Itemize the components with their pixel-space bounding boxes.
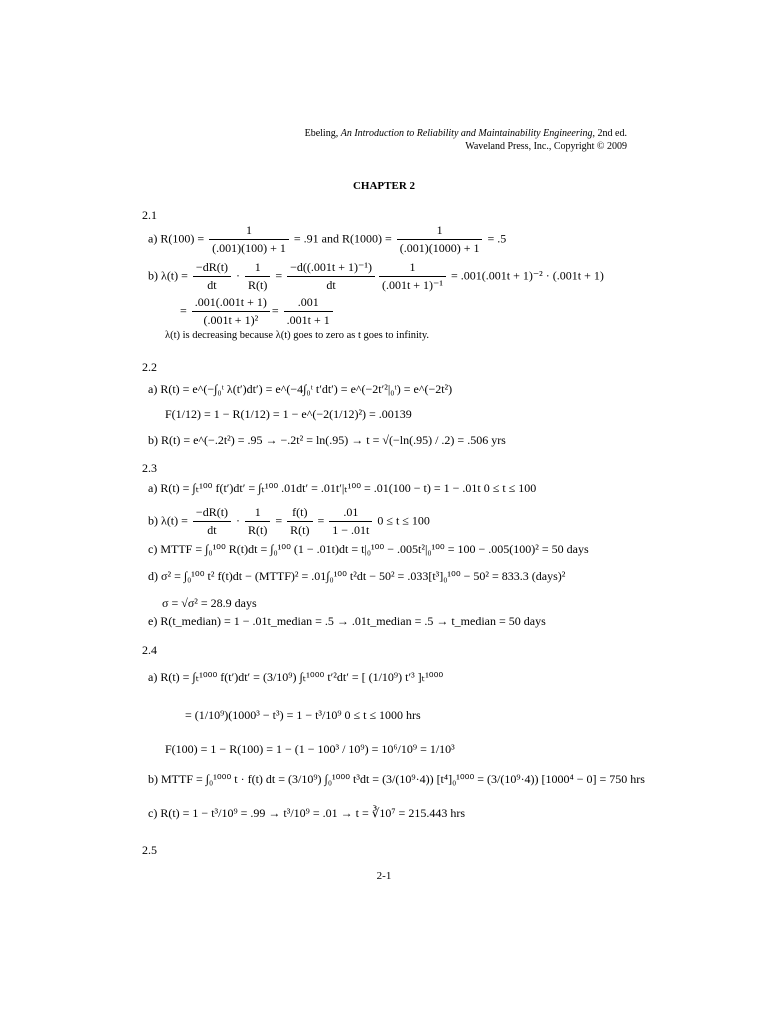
citation-line — [305, 127, 627, 140]
problem-2-5-label: 2.5 — [142, 843, 157, 857]
problem-2-4-label: 2.4 — [142, 643, 157, 657]
problem-2-1-b: b) λ(t) = $\frac{-dR(t)}{dt}$ · $\frac{1}{R(t)}$ = $\frac{\text{−d((.001t + 1)⁻¹)}}{dt}$ $\frac{1}{\text{(.001t + 1)⁻¹}}$ = .001(.001t + 1)⁻² · (.001t + 1) — [148, 260, 604, 292]
problem-2-3-c: c) MTTF = ∫₀¹⁰⁰ R(t)dt = ∫₀¹⁰⁰ (1 − .01t)dt = t|₀¹⁰⁰ − .005t²|₀¹⁰⁰ = 100 − .005(100)² = 50 days — [148, 542, 589, 556]
problem-2-3-b: b) λ(t) = $\frac{-dR(t)}{dt}$ · $\frac{1}{R(t)}$ = $\frac{f(t)}{R(t)}$ = $\frac{.01}{1 - .01t}$ 0 ≤ t ≤ 100 — [148, 505, 430, 537]
page-header — [305, 127, 627, 153]
problem-2-4-a: a) R(t) = ∫ₜ¹⁰⁰⁰ f(t′)dt′ = (3/10⁹) ∫ₜ¹⁰⁰⁰ t′²dt′ = [ (1/10⁹) t′³ ]ₜ¹⁰⁰⁰ — [148, 670, 444, 684]
problem-2-3-d: d) σ² = ∫₀¹⁰⁰ t² f(t)dt − (MTTF)² = .01∫₀¹⁰⁰ t²dt − 50² = .033[t³]₀¹⁰⁰ − 50² = 833.3 (days)² — [148, 569, 566, 583]
book-title: An Introduction to Reliability and Maintainability Engineering — [340, 128, 593, 139]
chapter-title: CHAPTER 2 — [352, 180, 416, 192]
problem-2-4-b: b) MTTF = ∫₀¹⁰⁰⁰ t · f(t) dt = (3/10⁹) ∫₀¹⁰⁰⁰ t³dt = (3/(10⁹·4)) [t⁴]₀¹⁰⁰⁰ = (3/(10⁹·4)) [1000⁴ − 0] = 750 hrs — [148, 772, 645, 786]
page-number: 2-1 — [376, 870, 392, 882]
problem-2-2-b: b) R(t) = e^(−.2t²) = .95 → −.2t² = ln(.95) → t = √(−ln(.95) / .2) = .506 yrs — [148, 433, 506, 447]
publisher-line: Waveland Press, Inc., Copyright © 2009 — [465, 141, 627, 152]
problem-2-4-a-cont: = (1/10⁹)(1000³ − t³) = 1 − t³/10⁹ 0 ≤ t ≤ 1000 hrs — [185, 708, 421, 722]
problem-2-3-label: 2.3 — [142, 461, 157, 475]
problem-2-3-a: a) R(t) = ∫ₜ¹⁰⁰ f(t′)dt′ = ∫ₜ¹⁰⁰ .01dt′ = .01t′|ₜ¹⁰⁰ = .01(100 − t) = 1 − .01t 0 ≤ t ≤ 100 — [148, 481, 537, 495]
problem-2-1-a: a) R(100) = $\frac{1}{(.001)(100) + 1}$ = .91 and R(1000) = $\frac{1}{(.001)(1000) + 1}$ = .5 — [148, 223, 507, 255]
problem-2-4-a-cdf: F(100) = 1 − R(100) = 1 − (1 − 100³ / 10⁹) = 10⁶/10⁹ = 1/10³ — [165, 742, 455, 756]
problem-2-2-a: a) R(t) = e^(−∫₀ᵗ λ(t′)dt′) = e^(−4∫₀ᵗ t′dt′) = e^(−2t′²|₀ᵗ) = e^(−2t²) — [148, 382, 453, 396]
problem-2-1-label: 2.1 — [142, 208, 157, 222]
problem-2-3-e: e) R(t_median) = 1 − .01t_median = .5 → .01t_median = .5 → t_median = 50 days — [148, 614, 546, 628]
problem-2-4-c: c) R(t) = 1 − t³/10⁹ = .99 → t³/10⁹ = .01 → t = ∛10⁷ = 215.443 hrs — [148, 806, 465, 820]
problem-2-1-note: λ(t) is decreasing because λ(t) goes to zero as t goes to infinity. — [165, 330, 430, 341]
author: Ebeling, — [304, 128, 341, 139]
problem-2-1-b-cont: = $\frac{.001(.001t + 1)}{\text{(.001t + 1)²}}$ = $\frac{.001}{.001t + 1}$ — [180, 295, 335, 328]
edition: , 2nd ed. — [592, 128, 627, 139]
problem-2-3-d-cont: σ = √σ² = 28.9 days — [162, 596, 257, 610]
problem-2-2-a-cont: F(1/12) = 1 − R(1/12) = 1 − e^(−2(1/12)²) = .00139 — [165, 407, 412, 421]
problem-2-2-label: 2.2 — [142, 360, 157, 374]
